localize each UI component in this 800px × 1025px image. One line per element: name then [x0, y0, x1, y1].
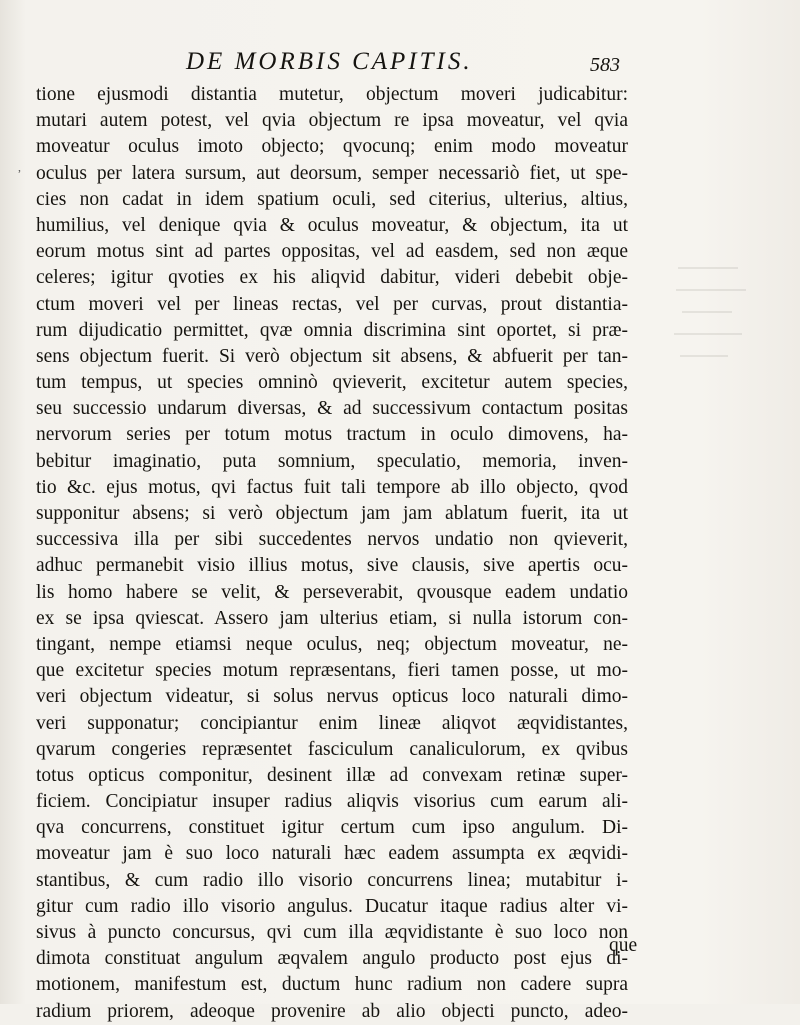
text-line: rum dijudicatio permittet, qvæ omnia discrimina sint oportet, si præ-	[36, 319, 628, 341]
text-line: ex se ipsa qviescat. Assero jam ulterius etiam, si nulla istorum con-	[36, 607, 628, 629]
text-line: dimota constituat angulum æqvalem angulo producto post ejus di-	[36, 948, 628, 970]
text-line: supponitur absens; si verò objectum jam jam ablatum fuerit, ita ut	[36, 503, 628, 524]
text-line: radium priorem, adeoque provenire ab alio objecti puncto, adeo-	[36, 1000, 628, 1022]
text-line: lis homo habere se velit, & perseverabit, qvousque eadem undatio	[36, 581, 628, 603]
text-line: tingant, nempe etiamsi neque oculus, neq; objectum moveatur, ne-	[36, 633, 628, 655]
text-line: sens objectum fuerit. Si verò objectum sit absens, & abfuerit per tan-	[36, 345, 628, 367]
text-line: totus opticus componitur, desinent illæ ad convexam retinæ super-	[36, 764, 628, 786]
text-line: moveatur jam è suo loco naturali hæc eadem assumpta ex æqvidi-	[36, 843, 628, 865]
text-line: oculus per latera sursum, aut deorsum, semper necessariò fiet, ut spe-	[36, 162, 628, 184]
text-line: celeres; igitur qvoties ex his aliqvid dabitur, videri debebit obje-	[36, 267, 628, 289]
text-line: successiva illa per sibi succedentes nervos undatio non qvieverit,	[36, 529, 628, 551]
text-line: sivus à puncto concursus, qvi cum illa æqvidistante è suo loco non	[36, 922, 628, 943]
text-line: motionem, manifestum est, ductum hunc radium non cadere supra	[36, 974, 628, 996]
catchword: que	[609, 935, 638, 956]
margin-mark: ,	[18, 160, 21, 174]
text-line: nervorum series per totum motus tractum in oculo dimovens, ha-	[36, 424, 628, 446]
body-text	[36, 82, 628, 1025]
text-line: stantibus, & cum radio illo visorio concurrens linea; mutabitur i-	[36, 869, 628, 891]
running-head: DE MORBIS CAPITIS.	[186, 48, 473, 75]
text-line: tione ejusmodi distantia mutetur, objectum moveri judicabitur:	[36, 84, 628, 105]
text-line: adhuc permanebit visio illius motus, sive clausis, sive apertis ocu-	[36, 555, 628, 577]
text-line: veri supponatur; concipiantur enim lineæ aliqvot æqvidistantes,	[36, 712, 628, 734]
text-line: veri objectum videatur, si solus nervus opticus loco naturali dimo-	[36, 686, 628, 708]
text-line: tio &c. ejus motus, qvi factus fuit tali tempore ab illo objecto, qvod	[36, 476, 628, 498]
text-line: eorum motus sint ad partes oppositas, vel ad easdem, sed non æque	[36, 241, 628, 263]
text-line: cies non cadat in idem spatium oculi, sed citerius, ulterius, altius,	[36, 188, 628, 210]
text-line: ficiem. Concipiatur insuper radius aliqvis visorius cum earum ali-	[36, 791, 628, 813]
text-line: bebitur imaginatio, puta somnium, speculatio, memoria, inven-	[36, 450, 628, 472]
text-line: que excitetur species motum repræsentans, fieri tamen posse, ut mo-	[36, 660, 628, 682]
text-line: qvarum congeries repræsentet fasciculum canaliculorum, ex qvibus	[36, 738, 628, 760]
page-number: 583	[590, 54, 620, 76]
text-line: gitur cum radio illo visorio angulus. Ducatur itaque radius alter vi-	[36, 895, 628, 917]
text-line: ctum moveri vel per lineas rectas, vel per curvas, prout distantia-	[36, 293, 628, 315]
show-through-text	[668, 256, 758, 366]
text-line: tum tempus, ut species omninò qvieverit, excitetur autem species,	[36, 372, 628, 394]
text-line: humilius, vel denique qvia & oculus moveatur, & objectum, ita ut	[36, 214, 628, 236]
text-line: qva concurrens, constituet igitur certum cum ipso angulum. Di-	[36, 817, 628, 839]
text-line: seu successio undarum diversas, & ad successivum contactum positas	[36, 398, 628, 420]
text-line: mutari autem potest, vel qvia objectum re ipsa moveatur, vel qvia	[36, 110, 628, 132]
text-line: moveatur oculus imoto objecto; qvocunq; enim modo moveatur	[36, 136, 628, 158]
page-header	[0, 48, 800, 82]
